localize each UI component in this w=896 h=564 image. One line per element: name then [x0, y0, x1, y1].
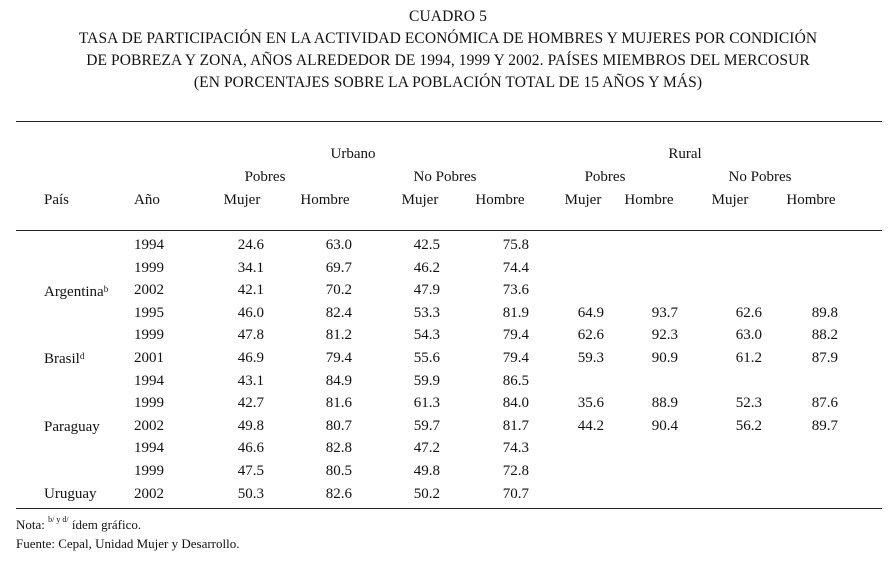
value-cell: 84.9	[325, 373, 352, 389]
value-cell: 59.9	[413, 373, 440, 389]
value-cell: 82.4	[325, 305, 352, 321]
value-cell: 59.7	[413, 418, 440, 434]
country-label-uruguay: Uruguay	[44, 486, 97, 502]
header-rule	[16, 230, 882, 231]
note: Nota: $^{b/ y d/}$ ídem gráfico.	[16, 515, 142, 532]
header-mujer: Mujer	[223, 192, 261, 208]
value-cell: 90.9	[651, 350, 678, 366]
value-cell: 81.2	[325, 327, 352, 343]
value-cell: 44.2	[577, 418, 604, 434]
value-cell: 61.3	[413, 395, 440, 411]
year-cell: 2002	[134, 486, 164, 502]
value-cell: 89.7	[811, 418, 838, 434]
value-cell: 74.3	[502, 440, 529, 456]
value-cell: 50.2	[413, 486, 440, 502]
value-cell: 42.1	[237, 282, 264, 298]
header-pais: País	[44, 192, 70, 208]
value-cell: 73.6	[502, 282, 529, 298]
value-cell: 35.6	[577, 395, 604, 411]
year-cell: 1999	[134, 327, 164, 343]
country-label-brasil: Brasil$^d$	[44, 351, 85, 367]
value-cell: 80.7	[325, 418, 352, 434]
header-urbano: Urbano	[330, 146, 376, 162]
header-no-pobres-rural: No Pobres	[728, 169, 792, 185]
top-rule	[16, 121, 882, 122]
table-subtitle: (EN PORCENTAJES SOBRE LA POBLACIÓN TOTAL DE 15 AÑOS Y MÁS)	[193, 74, 703, 91]
header-hombre: Hombre	[786, 192, 836, 208]
value-cell: 69.7	[325, 260, 352, 276]
value-cell: 84.0	[502, 395, 529, 411]
value-cell: 46.0	[237, 305, 264, 321]
value-cell: 92.3	[651, 327, 678, 343]
value-cell: 87.9	[811, 350, 838, 366]
value-cell: 24.6	[237, 237, 264, 253]
value-cell: 42.5	[413, 237, 440, 253]
value-cell: 61.2	[735, 350, 762, 366]
value-cell: 62.6	[577, 327, 604, 343]
value-cell: 70.7	[502, 486, 529, 502]
value-cell: 75.8	[502, 237, 529, 253]
value-cell: 42.7	[237, 395, 264, 411]
value-cell: 79.4	[502, 350, 529, 366]
header-rural: Rural	[668, 146, 702, 162]
header-mujer: Mujer	[401, 192, 439, 208]
value-cell: 70.2	[325, 282, 352, 298]
value-cell: 81.7	[502, 418, 529, 434]
value-cell: 82.8	[325, 440, 352, 456]
header-mujer: Mujer	[711, 192, 749, 208]
value-cell: 87.6	[811, 395, 838, 411]
value-cell: 47.8	[237, 327, 264, 343]
table-number: CUADRO 5	[409, 8, 487, 25]
header-hombre: Hombre	[624, 192, 674, 208]
value-cell: 43.1	[237, 373, 264, 389]
value-cell: 50.3	[237, 486, 264, 502]
value-cell: 54.3	[413, 327, 440, 343]
value-cell: 53.3	[413, 305, 440, 321]
country-label-paraguay: Paraguay	[44, 419, 100, 435]
year-cell: 2002	[134, 418, 164, 434]
value-cell: 56.2	[735, 418, 762, 434]
value-cell: 81.6	[325, 395, 352, 411]
value-cell: 82.6	[325, 486, 352, 502]
table-title-line-1: TASA DE PARTICIPACIÓN EN LA ACTIVIDAD ECONÓMICA DE HOMBRES Y MUJERES POR CONDICIÓN	[78, 30, 818, 47]
header-hombre: Hombre	[300, 192, 350, 208]
year-cell: 1995	[134, 305, 164, 321]
value-cell: 55.6	[413, 350, 440, 366]
header-pobres-rural: Pobres	[584, 169, 626, 185]
year-cell: 1999	[134, 260, 164, 276]
header-anio: Año	[134, 192, 160, 208]
value-cell: 81.9	[502, 305, 529, 321]
value-cell: 46.6	[237, 440, 264, 456]
value-cell: 52.3	[735, 395, 762, 411]
value-cell: 93.7	[651, 305, 678, 321]
value-cell: 47.5	[237, 463, 264, 479]
value-cell: 49.8	[237, 418, 264, 434]
header-mujer: Mujer	[564, 192, 602, 208]
year-cell: 1994	[134, 373, 164, 389]
year-cell: 1994	[134, 237, 164, 253]
value-cell: 49.8	[413, 463, 440, 479]
year-cell: 2001	[134, 350, 164, 366]
table-title-line-2: DE POBREZA Y ZONA, AÑOS ALREDEDOR DE 1994, 1999 Y 2002. PAÍSES MIEMBROS DEL MERCOSUR	[86, 52, 810, 69]
value-cell: 88.9	[651, 395, 678, 411]
value-cell: 90.4	[651, 418, 678, 434]
year-cell: 1999	[134, 463, 164, 479]
value-cell: 74.4	[502, 260, 529, 276]
country-label-argentina: Argentina$^b$	[44, 284, 109, 300]
value-cell: 46.9	[237, 350, 264, 366]
value-cell: 88.2	[811, 327, 838, 343]
value-cell: 47.2	[413, 440, 440, 456]
value-cell: 79.4	[325, 350, 352, 366]
header-no-pobres-urbano: No Pobres	[413, 169, 477, 185]
value-cell: 47.9	[413, 282, 440, 298]
value-cell: 63.0	[735, 327, 762, 343]
value-cell: 80.5	[325, 463, 352, 479]
value-cell: 62.6	[735, 305, 762, 321]
value-cell: 63.0	[325, 237, 352, 253]
header-pobres-urbano: Pobres	[244, 169, 286, 185]
value-cell: 34.1	[237, 260, 264, 276]
header-hombre: Hombre	[475, 192, 525, 208]
value-cell: 46.2	[413, 260, 440, 276]
year-cell: 1999	[134, 395, 164, 411]
value-cell: 59.3	[577, 350, 604, 366]
source-note: Fuente: Cepal, Unidad Mujer y Desarrollo.	[16, 536, 240, 551]
value-cell: 64.9	[577, 305, 604, 321]
value-cell: 89.8	[811, 305, 838, 321]
bottom-rule	[16, 508, 882, 509]
year-cell: 2002	[134, 282, 164, 298]
value-cell: 72.8	[502, 463, 529, 479]
year-cell: 1994	[134, 440, 164, 456]
value-cell: 79.4	[502, 327, 529, 343]
value-cell: 86.5	[502, 373, 529, 389]
